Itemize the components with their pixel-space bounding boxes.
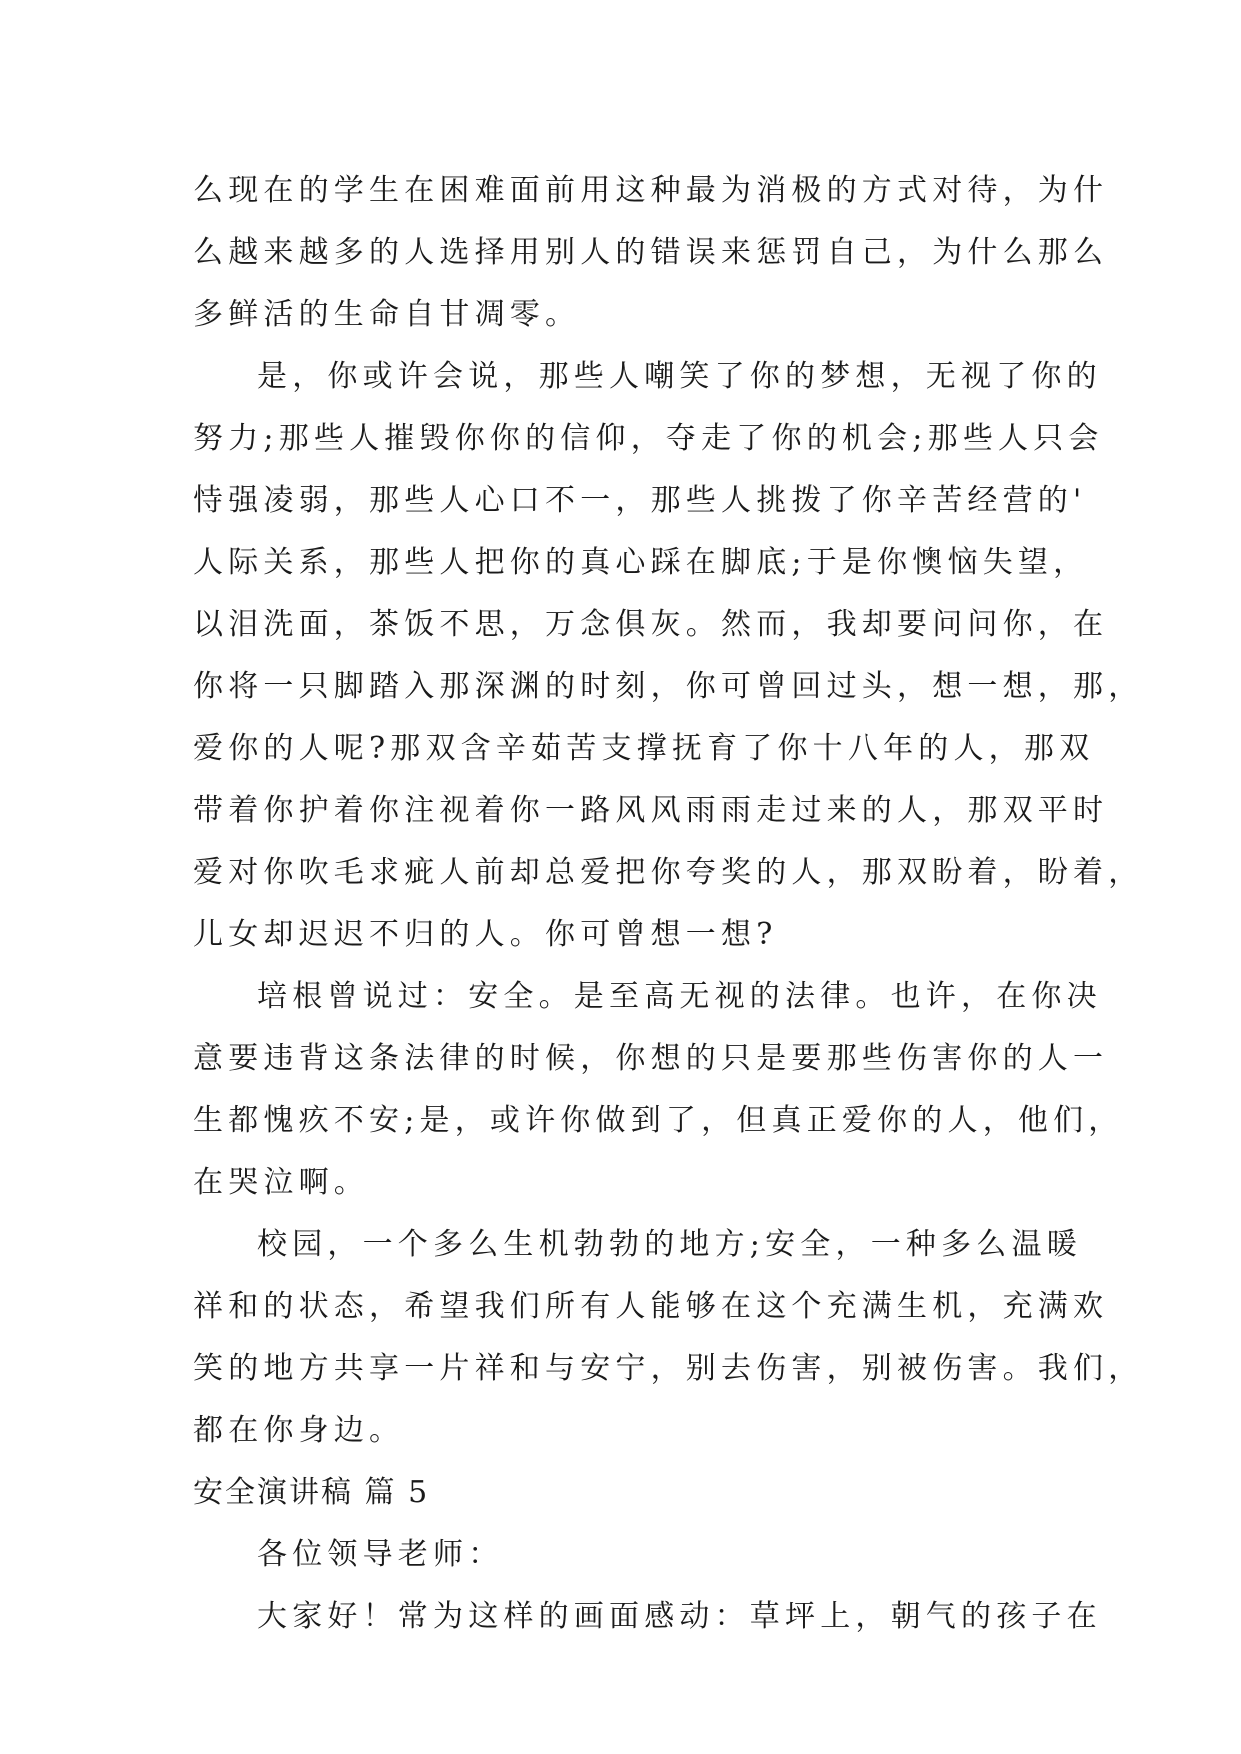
text-line: 么现在的学生在困难面前用这种最为消极的方式对待，为什 [193, 173, 1109, 208]
document-body [193, 160, 1144, 1648]
text-line: 意要违背这条法律的时候，你想的只是要那些伤害你的人一 [193, 1041, 1109, 1076]
paragraph-start-line: 培根曾说过：安全。是至高无视的法律。也许，在你决 [257, 979, 1102, 1014]
salutation-line: 各位领导老师： [257, 1537, 504, 1572]
paragraph-start-line: 是，你或许会说，那些人嘲笑了你的梦想，无视了你的 [257, 359, 1102, 394]
paragraph-start-line: 校园，一个多么生机勃勃的地方;安全，一种多么温暖 [257, 1227, 1082, 1262]
text-line: 在哭泣啊。 [193, 1165, 369, 1200]
paragraph-start-line: 大家好！常为这样的画面感动：草坪上，朝气的孩子在 [257, 1599, 1102, 1634]
text-line: 努力;那些人摧毁你你的信仰，夺走了你的机会;那些人只会 [193, 421, 1104, 456]
text-line: 么越来越多的人选择用别人的错误来惩罚自己，为什么那么 [193, 235, 1109, 270]
text-line: 多鲜活的生命自甘凋零。 [193, 297, 581, 332]
text-line: 都在你身边。 [193, 1413, 405, 1448]
text-line: 爱你的人呢?那双含辛茹苦支撑抚育了你十八年的人，那双 [193, 731, 1095, 766]
text-line: 儿女却迟迟不归的人。你可曾想一想? [193, 917, 778, 952]
text-line: 祥和的状态，希望我们所有人能够在这个充满生机，充满欢 [193, 1289, 1109, 1324]
text-line: 人际关系，那些人把你的真心踩在脚底;于是你懊恼失望， [193, 545, 1089, 580]
text-line: 爱对你吹毛求疵人前却总爱把你夸奖的人，那双盼着，盼着， [193, 855, 1144, 890]
text-line: 你将一只脚踏入那深渊的时刻，你可曾回过头，想一想，那， [193, 669, 1144, 704]
text-line: 带着你护着你注视着你一路风风雨雨走过来的人，那双平时 [193, 793, 1109, 828]
text-line: 以泪洗面，茶饭不思，万念俱灰。然而，我却要问问你，在 [193, 607, 1109, 642]
section-heading: 安全演讲稿 篇 5 [193, 1475, 430, 1510]
text-line: 恃强凌弱，那些人心口不一，那些人挑拨了你辛苦经营的' [193, 483, 1087, 518]
text-line: 笑的地方共享一片祥和与安宁，别去伤害，别被伤害。我们， [193, 1351, 1144, 1386]
text-line: 生都愧疚不安;是，或许你做到了，但真正爱你的人，他们， [193, 1103, 1124, 1138]
